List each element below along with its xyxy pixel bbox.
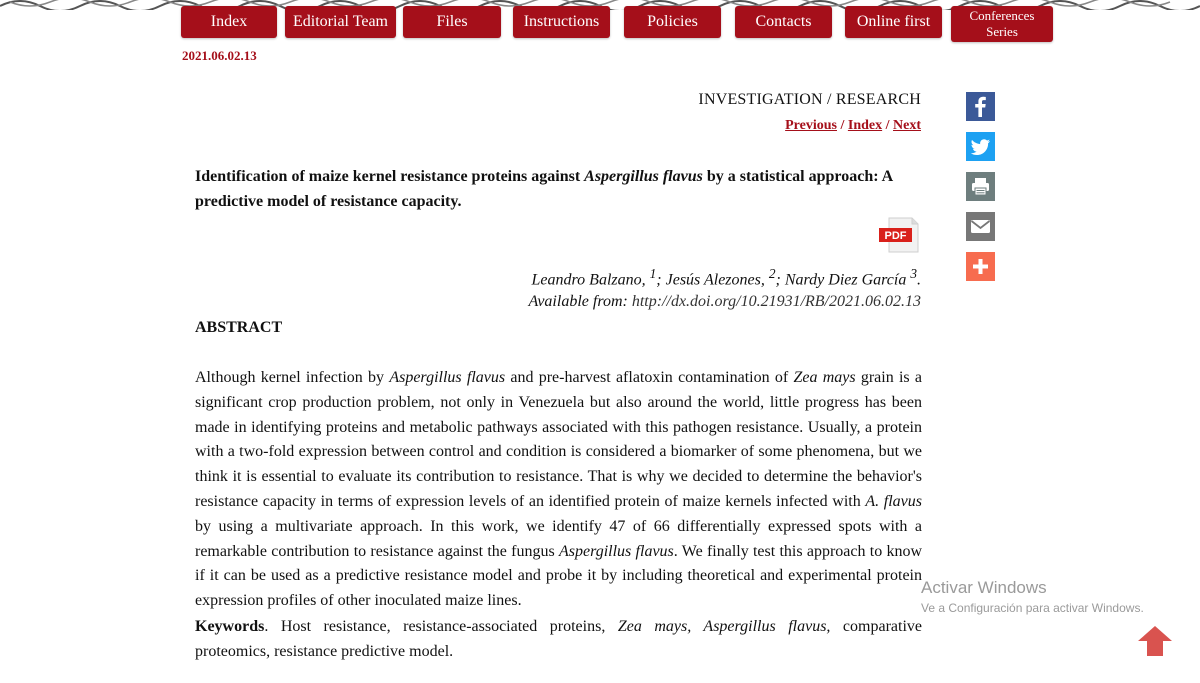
abstract-species: Aspergillus flavus bbox=[558, 542, 674, 560]
next-link[interactable]: Next bbox=[893, 118, 921, 133]
title-text: Identification of maize kernel resistance proteins against bbox=[195, 168, 585, 185]
abstract-heading: ABSTRACT bbox=[195, 319, 283, 336]
nav-contacts[interactable]: Contacts bbox=[735, 6, 832, 38]
back-to-top-button[interactable] bbox=[1137, 624, 1173, 658]
abstract-segment: by using a multivariate approach. In this work, we identify 47 of 66 differentially expressed spots with a remarkable contribution to resistance against the fungus bbox=[195, 517, 922, 560]
email-icon bbox=[966, 212, 995, 241]
author-list bbox=[532, 266, 921, 289]
more-share-button[interactable] bbox=[966, 252, 995, 281]
article-title bbox=[195, 164, 923, 214]
pdf-label: PDF bbox=[884, 230, 907, 242]
windows-activation-text: Ve a Configuración para activar Windows. bbox=[921, 601, 1144, 615]
abstract-segment: . We finally test this approach to know if it can be used as a predictive resistance model and probe it by including theoretical and experimental protein expression profiles of other inoculated maize lines. bbox=[195, 542, 923, 610]
nav-conferences-label-1: Conferences bbox=[969, 8, 1035, 23]
nav-online-first[interactable]: Online first bbox=[845, 6, 942, 38]
title-species: Aspergillus flavus bbox=[584, 168, 703, 185]
doi-link[interactable]: http://dx.doi.org/10.21931/RB/2021.06.02.13 bbox=[631, 293, 921, 310]
arrow-up-icon bbox=[1137, 624, 1173, 658]
abstract-segment: grain is a significant crop production problem, not only in Venezuela but also around the world, little progress has been made in identifying proteins and metabolic pathways associated with this pathogen resistance. Usually, a protein with a two-fold expression between control and condition is considered a biomarker of some phenomena, but we think it is essential to evaluate its contribution to resistance. That is why we decided to determine the behavior's resistance capacity in terms of expression levels of an identified protein of maize kernels infected with bbox=[195, 369, 922, 510]
nav-conferences-label-2: Series bbox=[986, 24, 1018, 39]
title-text: by a statistical approach: A predictive model of resistance capacity. bbox=[195, 168, 893, 210]
print-icon bbox=[966, 172, 995, 201]
previous-link[interactable]: Previous bbox=[785, 118, 837, 133]
facebook-share-button[interactable] bbox=[966, 92, 995, 121]
pager-separator: / bbox=[836, 118, 848, 133]
abstract-segment: and pre-harvest aflatoxin contamination of bbox=[505, 369, 794, 386]
pdf-download-icon[interactable] bbox=[879, 217, 919, 253]
abstract-species: Zea mays bbox=[793, 369, 856, 386]
print-button[interactable] bbox=[966, 172, 995, 201]
keywords-species: Zea mays, Aspergillus flavus, bbox=[617, 618, 831, 635]
nav-editorial-team[interactable]: Editorial Team bbox=[285, 6, 396, 38]
nav-instructions[interactable]: Instructions bbox=[513, 6, 610, 38]
facebook-icon bbox=[966, 92, 995, 121]
twitter-icon bbox=[966, 132, 995, 161]
index-link[interactable]: Index bbox=[847, 118, 883, 133]
doi-prefix: Available from: bbox=[528, 293, 632, 310]
abstract-text bbox=[195, 366, 922, 614]
issue-date: 2021.06.02.13 bbox=[182, 48, 257, 63]
article-pager bbox=[785, 118, 921, 134]
windows-activation-title: Activar Windows bbox=[921, 578, 1047, 597]
author-affiliation: 1 bbox=[649, 266, 657, 281]
nav-index[interactable]: Index bbox=[181, 6, 277, 38]
twitter-share-button[interactable] bbox=[966, 132, 995, 161]
section-label: INVESTIGATION / RESEARCH bbox=[698, 91, 921, 108]
doi-line bbox=[528, 293, 921, 311]
author-name: ; Jesús Alezones, bbox=[656, 271, 769, 289]
keywords-text bbox=[195, 615, 922, 665]
keywords-segment: comparative proteomics, resistance predictive model. bbox=[195, 618, 923, 660]
author-name: Leandro Balzano, bbox=[531, 271, 650, 289]
author-end: . bbox=[917, 271, 921, 289]
author-affiliation: 3 bbox=[910, 266, 917, 281]
email-share-button[interactable] bbox=[966, 212, 995, 241]
abstract-species: Aspergillus flavus bbox=[389, 369, 506, 386]
nav-conferences-series[interactable] bbox=[951, 6, 1053, 42]
abstract-species: A. flavus bbox=[865, 492, 923, 510]
plus-icon bbox=[966, 252, 995, 281]
keywords-label: Keywords bbox=[195, 618, 265, 635]
main-nav bbox=[0, 6, 1200, 46]
pager-separator: / bbox=[882, 118, 893, 133]
nav-files[interactable]: Files bbox=[403, 6, 501, 38]
author-name: ; Nardy Diez García bbox=[775, 271, 911, 289]
abstract-segment: Although kernel infection by bbox=[195, 369, 390, 386]
keywords-segment: . Host resistance, resistance-associated proteins, bbox=[264, 618, 618, 635]
nav-policies[interactable]: Policies bbox=[624, 6, 721, 38]
author-affiliation: 2 bbox=[768, 266, 776, 281]
